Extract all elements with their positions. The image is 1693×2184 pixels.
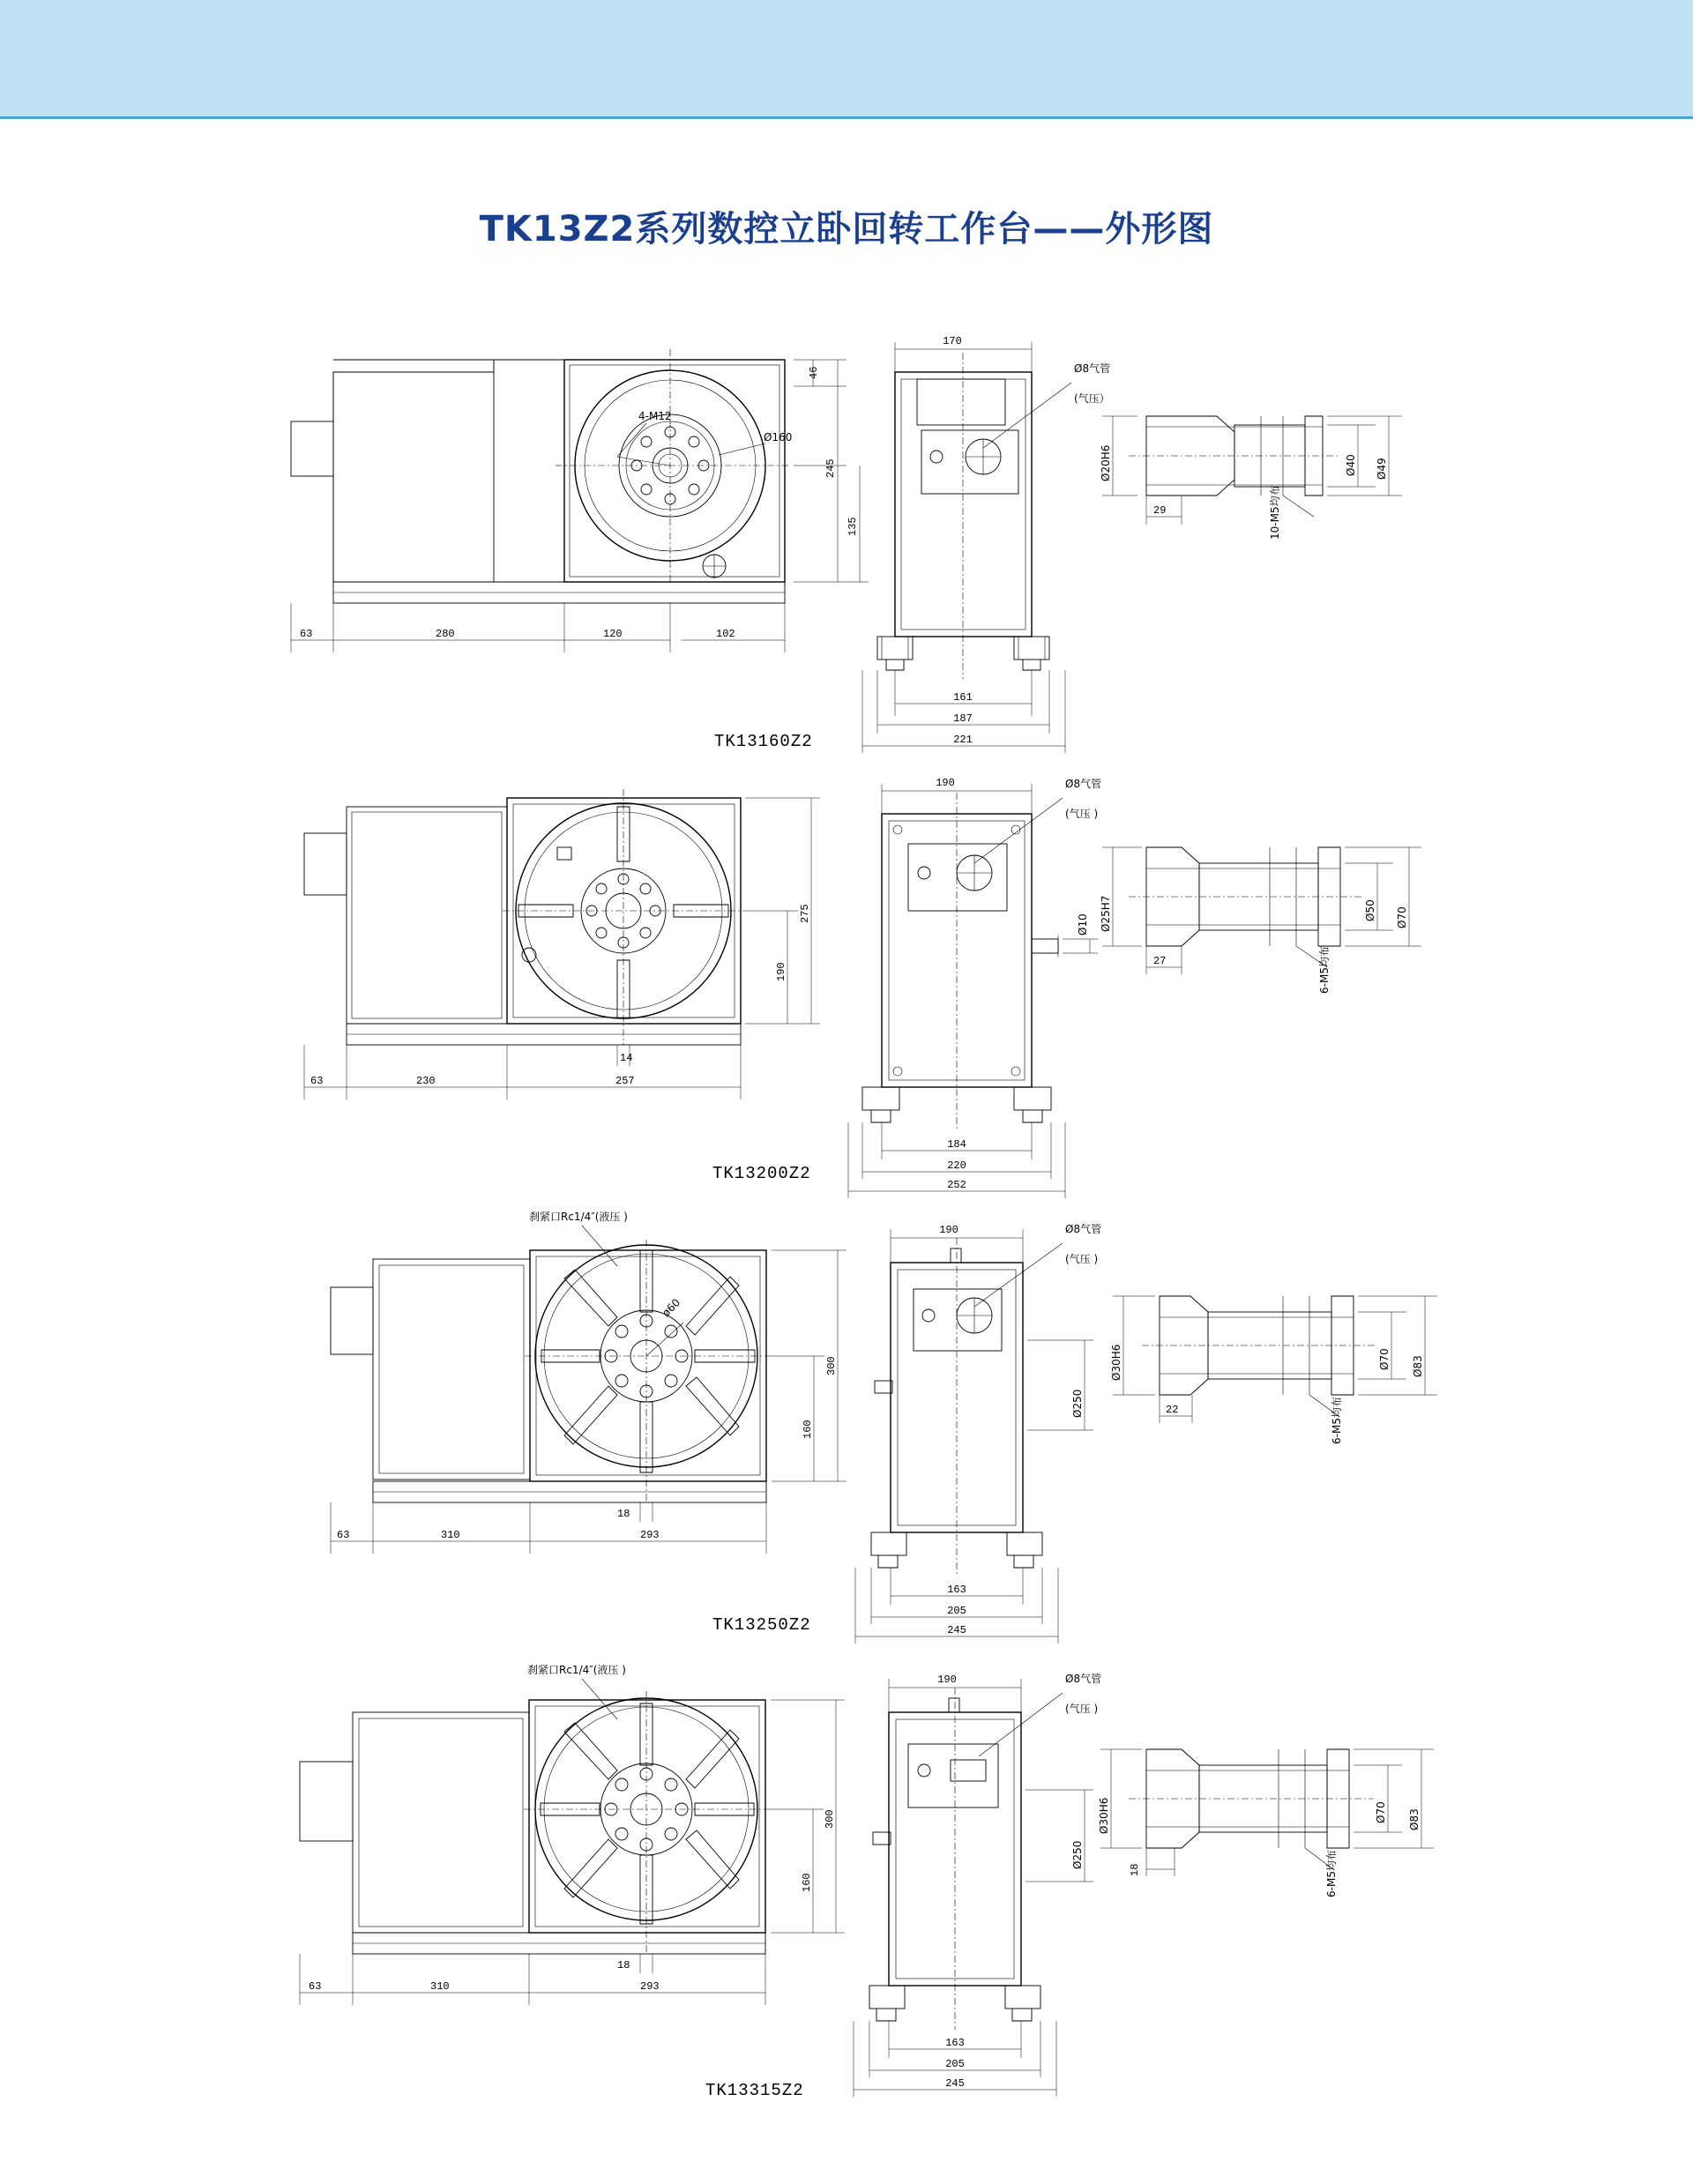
annot-gas-pressure-4: (气压 ) bbox=[1065, 1703, 1099, 1715]
drawing-tk13200z2 bbox=[0, 763, 1693, 1239]
front-view-4 bbox=[300, 1663, 845, 2005]
drawing-block-1 bbox=[0, 317, 1693, 794]
dim-161: 161 bbox=[953, 691, 973, 704]
dim4-18: 18 bbox=[617, 1959, 630, 1972]
dim2-190-top: 190 bbox=[936, 777, 955, 789]
shaft2-d50: Ø50 bbox=[1364, 899, 1376, 921]
dim3-310: 310 bbox=[441, 1529, 460, 1541]
annot-gas-pressure-3: (气压 ) bbox=[1065, 1253, 1099, 1265]
shaft-dim-d20h6: Ø20H6 bbox=[1100, 444, 1112, 481]
annot-gas-pressure-1: (气压） bbox=[1074, 392, 1110, 405]
dim-170: 170 bbox=[943, 335, 962, 347]
shaft4-d70: Ø70 bbox=[1375, 1801, 1387, 1823]
dim2-220: 220 bbox=[947, 1159, 966, 1172]
front-view-1 bbox=[291, 349, 869, 652]
dim4-293: 293 bbox=[640, 1980, 660, 1993]
dim3-300: 300 bbox=[825, 1356, 838, 1375]
shaft-view-3 bbox=[1110, 1296, 1437, 1444]
dim2-230: 230 bbox=[416, 1075, 436, 1087]
dim3-160: 160 bbox=[802, 1420, 814, 1439]
drawing-tk13315z2 bbox=[0, 1658, 1693, 2151]
dim4-63: 63 bbox=[309, 1980, 322, 1993]
dim4-205: 205 bbox=[945, 2058, 965, 2070]
dim3-18: 18 bbox=[617, 1508, 630, 1520]
shaft3-d70: Ø70 bbox=[1378, 1348, 1391, 1370]
drawing-block-4 bbox=[0, 1658, 1693, 2151]
annot-gas-pipe-2: Ø8气管 bbox=[1065, 778, 1102, 790]
dim2-d10: Ø10 bbox=[1077, 913, 1089, 935]
dim4-160: 160 bbox=[801, 1873, 813, 1892]
dim3-190-top: 190 bbox=[939, 1224, 958, 1236]
shaft3-d30h6: Ø30H6 bbox=[1110, 1344, 1122, 1381]
front-label-d160: Ø160 bbox=[764, 431, 793, 444]
shaft2-27: 27 bbox=[1153, 955, 1167, 967]
top-band-rule bbox=[0, 116, 1693, 119]
dim4-163: 163 bbox=[945, 2037, 965, 2049]
dim-221: 221 bbox=[953, 734, 973, 746]
dim3-245: 245 bbox=[947, 1624, 966, 1636]
dim2-190: 190 bbox=[775, 962, 787, 981]
annot-brake-port-4: 刹紧口Rc1/4″(液压 ) bbox=[527, 1664, 626, 1676]
shaft4-18: 18 bbox=[1129, 1863, 1141, 1876]
dim-102: 102 bbox=[716, 628, 735, 640]
dim2-14: 14 bbox=[620, 1052, 633, 1064]
side-view-2 bbox=[848, 777, 1101, 1198]
shaft-view-4 bbox=[1098, 1749, 1434, 1897]
caption-tk13250z2: TK13250Z2 bbox=[712, 1615, 811, 1635]
dim-245: 245 bbox=[824, 458, 837, 478]
dim2-63: 63 bbox=[310, 1075, 324, 1087]
annot-gas-pipe-1: Ø8气管 bbox=[1074, 362, 1111, 375]
annot-brake-port-3: 刹紧口Rc1/4″(液压 ) bbox=[529, 1211, 628, 1223]
shaft3-22: 22 bbox=[1166, 1404, 1179, 1416]
dim3-63: 63 bbox=[337, 1529, 350, 1541]
shaft4-d30h6: Ø30H6 bbox=[1098, 1797, 1110, 1834]
side-view-3 bbox=[855, 1222, 1101, 1644]
caption-tk13200z2: TK13200Z2 bbox=[712, 1164, 811, 1183]
shaft2-d70: Ø70 bbox=[1396, 906, 1408, 928]
dim4-d250: Ø250 bbox=[1071, 1840, 1084, 1869]
dim-63: 63 bbox=[300, 628, 313, 640]
side-view-1 bbox=[862, 335, 1110, 753]
dim-135: 135 bbox=[846, 517, 859, 536]
page-title: TK13Z2系列数控立卧回转工作台——外形图 bbox=[479, 209, 1214, 250]
front-view-3 bbox=[331, 1210, 846, 1554]
drawing-block-2 bbox=[0, 763, 1693, 1239]
dim3-d250: Ø250 bbox=[1071, 1389, 1084, 1418]
shaft2-note-6-m5: 6-M5均布 bbox=[1318, 946, 1331, 994]
dim2-184: 184 bbox=[947, 1138, 966, 1151]
shaft-dim-d40: Ø40 bbox=[1345, 454, 1357, 476]
dim-187: 187 bbox=[953, 712, 973, 725]
dim4-300: 300 bbox=[824, 1809, 836, 1829]
shaft4-d83: Ø83 bbox=[1408, 1808, 1421, 1830]
side-view-4 bbox=[854, 1672, 1101, 2097]
dim3-163: 163 bbox=[947, 1584, 966, 1596]
dim3-293: 293 bbox=[640, 1529, 660, 1541]
dim2-275: 275 bbox=[799, 904, 811, 923]
shaft-view-1 bbox=[1100, 416, 1402, 540]
annot-gas-pipe-3: Ø8气管 bbox=[1065, 1223, 1102, 1235]
shaft4-note-6-m5: 6-M5均布 bbox=[1325, 1850, 1338, 1897]
front-view-2 bbox=[304, 789, 820, 1099]
annot-gas-pressure-2: (气压 ) bbox=[1065, 808, 1099, 820]
front3-hole-label: ø60 bbox=[660, 1296, 683, 1320]
caption-tk13160z2: TK13160Z2 bbox=[714, 732, 813, 751]
dim4-310: 310 bbox=[430, 1980, 450, 1993]
dim4-245: 245 bbox=[945, 2077, 965, 2090]
shaft-note-10-m5: 10-M5均布 bbox=[1269, 485, 1281, 540]
shaft2-d25h7: Ø25H7 bbox=[1100, 895, 1112, 932]
shaft-dim-29: 29 bbox=[1153, 504, 1167, 517]
dim-280: 280 bbox=[436, 628, 455, 640]
dim2-252: 252 bbox=[947, 1179, 966, 1191]
dim3-205: 205 bbox=[947, 1605, 966, 1617]
annot-gas-pipe-4: Ø8气管 bbox=[1065, 1673, 1102, 1685]
shaft-view-2 bbox=[1100, 847, 1421, 994]
drawing-tk13250z2 bbox=[0, 1208, 1693, 1684]
dim-120: 120 bbox=[603, 628, 623, 640]
shaft3-d83: Ø83 bbox=[1412, 1355, 1424, 1377]
front-label-4-m12: 4-M12 bbox=[638, 410, 672, 422]
drawing-tk13160z2 bbox=[0, 317, 1693, 794]
dim2-257: 257 bbox=[615, 1075, 635, 1087]
drawing-block-3 bbox=[0, 1208, 1693, 1684]
shaft3-note-6-m5: 6-M5均布 bbox=[1331, 1397, 1343, 1444]
caption-tk13315z2: TK13315Z2 bbox=[705, 2081, 804, 2100]
dim4-190-top: 190 bbox=[937, 1673, 957, 1686]
top-decorative-band bbox=[0, 0, 1693, 116]
shaft-dim-d49: Ø49 bbox=[1376, 458, 1388, 480]
dim-46: 46 bbox=[808, 366, 820, 379]
